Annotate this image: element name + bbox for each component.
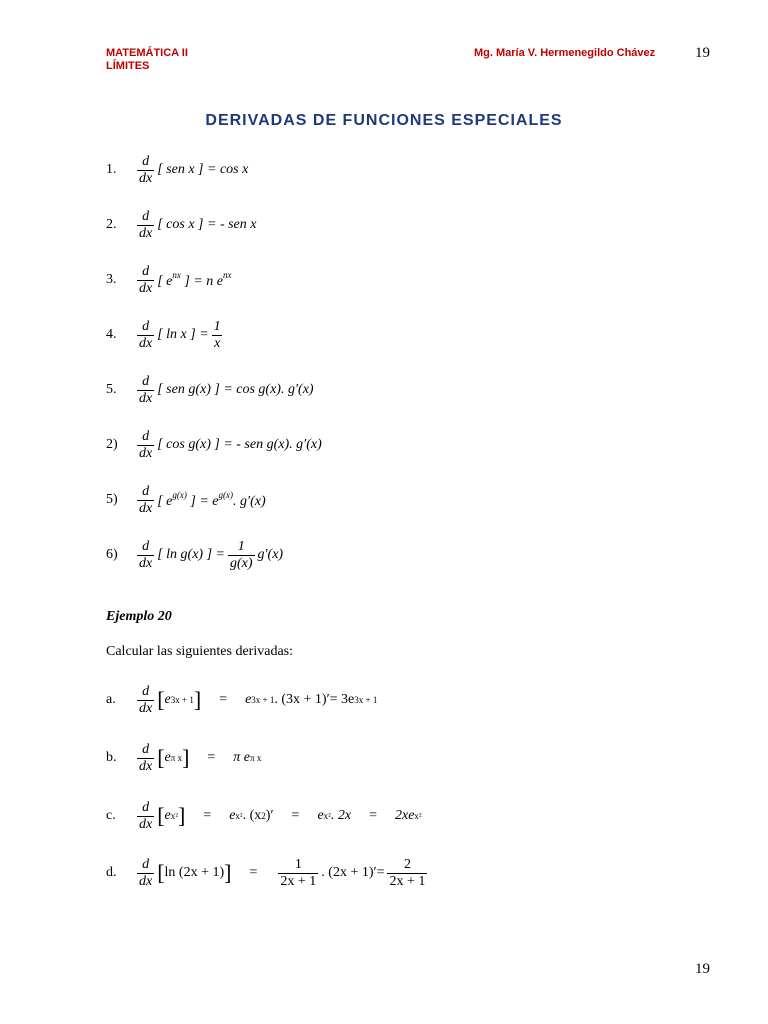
formula-label: 4. xyxy=(106,327,117,342)
formula-expression: [ cos g(x) ] = - sen g(x). g′(x) xyxy=(157,437,322,452)
fraction: $\frac{1}{2x + 1}$ xyxy=(280,856,317,889)
formula-expression: [ ln g(x) ] = xyxy=(157,547,225,562)
formula-7 xyxy=(106,480,266,520)
fraction: $\frac{1}{g(x)}$ xyxy=(230,538,253,571)
footer-page-number: 19 xyxy=(695,961,710,977)
derivative-operator: $\frac{d}{dx}$ xyxy=(139,856,153,889)
formula-1 xyxy=(106,150,248,190)
formula-4 xyxy=(106,315,226,355)
formula-label: 5. xyxy=(106,382,117,397)
derivative-operator: $\frac{d}{dx}$ xyxy=(139,428,153,461)
derivative-operator: $\frac{d}{dx}$ xyxy=(139,538,153,571)
fraction: $\frac{1}{x}$ xyxy=(213,318,221,351)
item-label: c. xyxy=(106,808,116,823)
formula-6 xyxy=(106,425,322,465)
example-item-b: b. $\frac{d}{dx}$ [ e π x ] = π e π x xyxy=(106,741,262,774)
formula-label: 5) xyxy=(106,492,118,507)
fraction: $\frac{2}{2x + 1}$ xyxy=(389,856,426,889)
formula-label: 1. xyxy=(106,162,117,177)
item-label: d. xyxy=(106,865,117,880)
derivative-operator: $\frac{d}{dx}$ xyxy=(139,153,153,186)
formula-label: 2. xyxy=(106,217,117,232)
example-intro: Calcular las siguientes derivadas: xyxy=(106,644,293,659)
formula-expression: [ $e^{g(x)}$ ] = $e^{g(x)}$. g′(x) xyxy=(157,490,266,509)
header-page-number: 19 xyxy=(695,45,710,61)
derivative-operator: $\frac{d}{dx}$ xyxy=(139,373,153,406)
formula-3 xyxy=(106,260,232,300)
formula-tail: g'(x) xyxy=(257,547,284,562)
formula-5 xyxy=(106,370,314,410)
item-label: b. xyxy=(106,750,117,765)
example-item-d: d. $\frac{d}{dx}$ [ ln (2x + 1) ] = $\frac{1}{2x + 1}$ . (2x + 1)′= $\frac{2}{2x + 1}$ xyxy=(106,856,426,889)
derivative-operator: $\frac{d}{dx}$ xyxy=(139,741,153,774)
derivative-operator: $\frac{d}{dx}$ xyxy=(139,263,153,296)
formula-label: 3. xyxy=(106,272,117,287)
formula-expression: [ ln x ] = xyxy=(157,327,209,342)
derivative-operator: $\frac{d}{dx}$ xyxy=(139,799,153,832)
author-name: Mg. María V. Hermenegildo Chávez xyxy=(474,47,656,59)
formula-label: 2) xyxy=(106,437,118,452)
formula-expression: [ $e^{nx}$ ] = n $e^{nx}$ xyxy=(157,270,232,289)
example-item-a: a. $\frac{d}{dx}$ [ e 3x + 1 ] = e 3x + 1 . (3x + 1)′= 3e 3x + 1 xyxy=(106,683,378,716)
derivative-operator: $\frac{d}{dx}$ xyxy=(139,683,153,716)
derivative-operator: $\frac{d}{dx}$ xyxy=(139,483,153,516)
derivative-operator: $\frac{d}{dx}$ xyxy=(139,318,153,351)
formula-expression: [ sen x ] = cos x xyxy=(157,162,249,177)
topic-name: LÍMITES xyxy=(106,60,150,72)
formula-label: 6) xyxy=(106,547,118,562)
item-label: a. xyxy=(106,692,116,707)
formula-2 xyxy=(106,205,256,245)
formula-8 xyxy=(106,535,283,575)
derivative-operator: $\frac{d}{dx}$ xyxy=(139,208,153,241)
page-title: DERIVADAS DE FUNCIONES ESPECIALES xyxy=(205,112,563,129)
example-heading: Ejemplo 20 xyxy=(106,609,172,624)
formula-expression: [ cos x ] = - sen x xyxy=(157,217,257,232)
example-item-c: c. $\frac{d}{dx}$ [ e x² ] = e x² . (x 2 )′ = e x² . 2x = 2xe x² xyxy=(106,799,422,832)
course-name: MATEMÁTICA II xyxy=(106,47,188,59)
formula-expression: [ sen g(x) ] = cos g(x). g′(x) xyxy=(157,382,314,397)
